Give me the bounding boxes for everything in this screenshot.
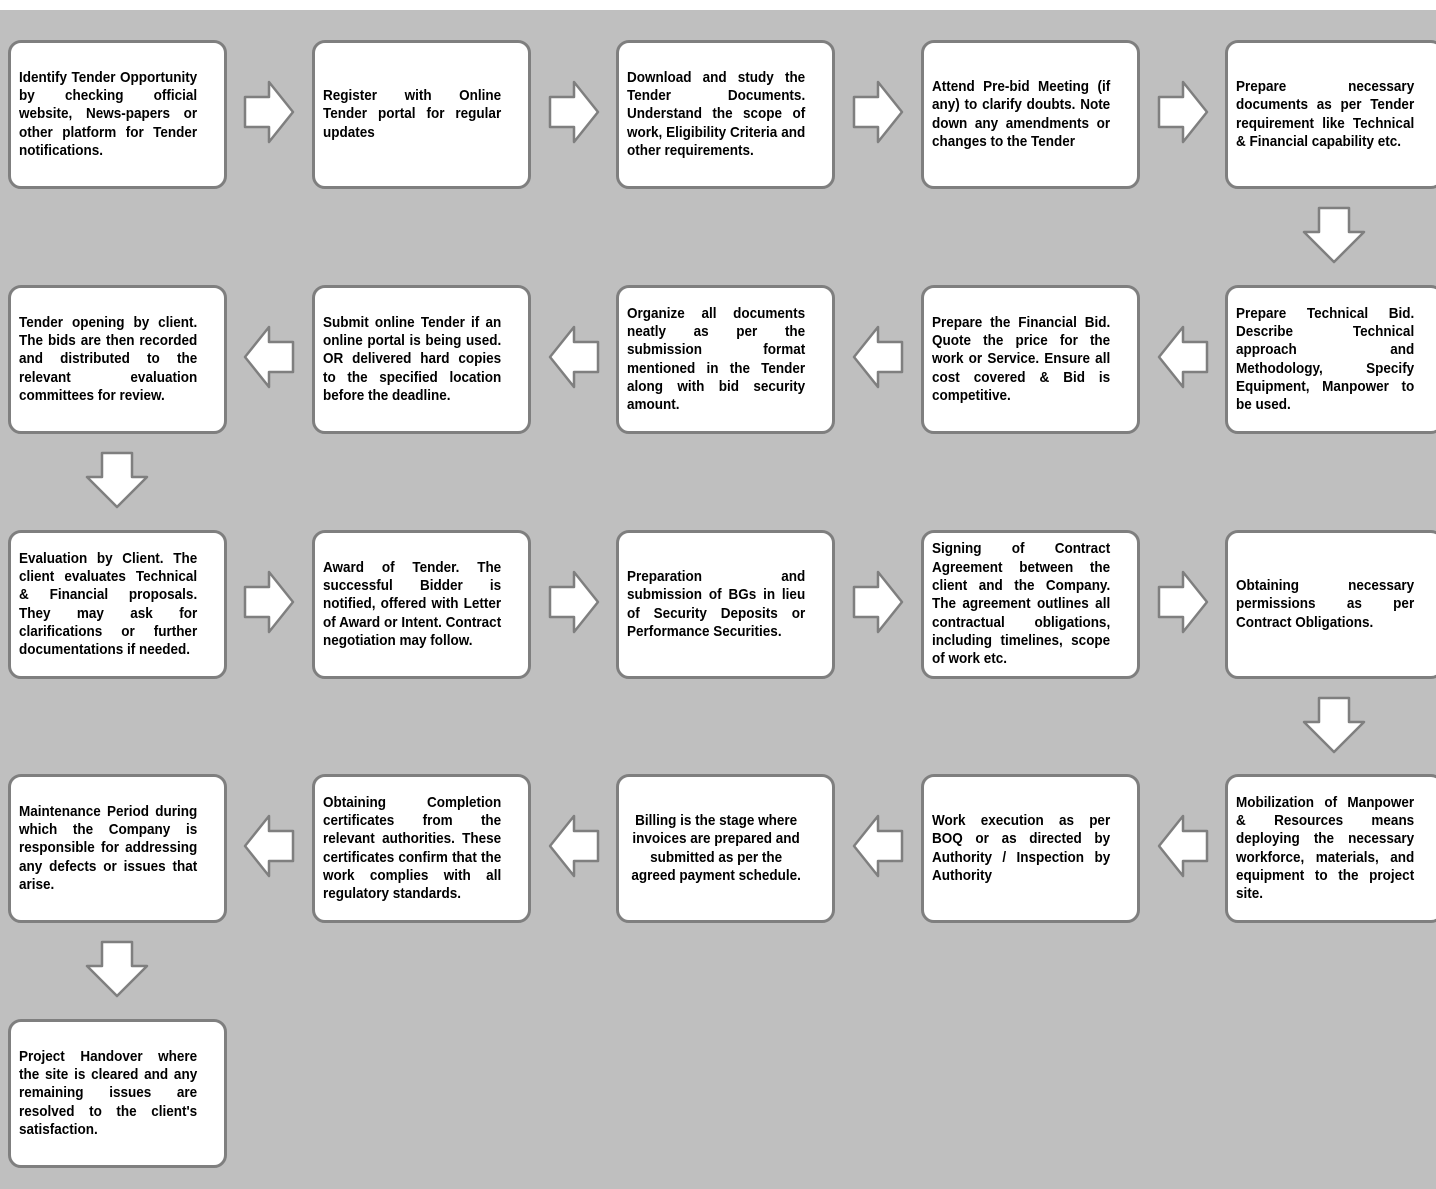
arrow-left-icon <box>243 814 295 878</box>
step-7-text: Prepare the Financial Bid. Quote the price for the work or Service. Ensure all cost covered & Bid is competitive. <box>932 313 1111 404</box>
step-14-text: Signing of Contract Agreement between the client and the Company. The agreement outlines all contractual obligations, including timelines, scope of work etc. <box>932 540 1111 668</box>
step-9-box <box>312 285 531 434</box>
step-6-text: Prepare Technical Bid. Describe Technical approach and Methodology, Specify Equipment, Manpower to be used. <box>1236 304 1415 414</box>
step-10-box <box>8 285 227 434</box>
step-15-text: Obtaining necessary permissions as per Contract Obligations. <box>1236 577 1415 631</box>
step-5-text: Prepare necessary documents as per Tender requirement like Technical & Financial capability etc. <box>1236 77 1415 150</box>
step-2-text: Register with Online Tender portal for regular updates <box>323 87 502 141</box>
arrow-down-icon <box>85 451 149 509</box>
arrow-right-icon <box>852 570 904 634</box>
step-20-text: Maintenance Period during which the Company is responsible for addressing any defects or issues that arise. <box>19 802 198 893</box>
step-10-text: Tender opening by client. The bids are then recorded and distributed to the relevant evaluation committees for review. <box>19 313 198 404</box>
step-8-box <box>616 285 835 434</box>
arrow-left-icon <box>852 325 904 389</box>
step-5-box <box>1225 40 1436 189</box>
step-21-box <box>8 1019 227 1168</box>
step-12-text: Award of Tender. The successful Bidder is notified, offered with Letter of Award or Intent. Contract negotiation may follow. <box>323 558 502 649</box>
step-19-text: Obtaining Completion certificates from the relevant authorities. These certificates confirm that the work complies with all regulatory standards. <box>323 793 502 903</box>
step-12-box <box>312 530 531 679</box>
arrow-down-icon <box>1302 696 1366 754</box>
step-16-text: Mobilization of Manpower & Resources means deploying the necessary workforce, materials, and equipment to the project site. <box>1236 793 1415 903</box>
step-18-box <box>616 774 835 923</box>
arrow-right-icon <box>1157 570 1209 634</box>
step-8-text: Organize all documents neatly as per the submission format mentioned in the Tender along with bid security amount. <box>627 304 806 414</box>
step-7-box <box>921 285 1140 434</box>
arrow-right-icon <box>548 570 600 634</box>
step-13-box <box>616 530 835 679</box>
arrow-right-icon <box>1157 80 1209 144</box>
step-13-text: Preparation and submission of BGs in lieu of Security Deposits or Performance Securities. <box>627 567 806 640</box>
step-6-box <box>1225 285 1436 434</box>
step-4-text: Attend Pre-bid Meeting (if any) to clarify doubts. Note down any amendments or changes to the Tender <box>932 77 1111 150</box>
arrow-left-icon <box>243 325 295 389</box>
arrow-left-icon <box>1157 814 1209 878</box>
step-17-box <box>921 774 1140 923</box>
arrow-right-icon <box>548 80 600 144</box>
arrow-left-icon <box>548 325 600 389</box>
step-2-box <box>312 40 531 189</box>
step-14-box <box>921 530 1140 679</box>
flowchart-canvas <box>0 10 1436 1189</box>
step-21-text: Project Handover where the site is cleared and any remaining issues are resolved to the client's satisfaction. <box>19 1047 198 1138</box>
step-3-box <box>616 40 835 189</box>
arrow-down-icon <box>1302 206 1366 264</box>
step-4-box <box>921 40 1140 189</box>
step-18-text: Billing is the stage where invoices are prepared and submitted as per the agreed payment schedule. <box>631 811 801 884</box>
arrow-left-icon <box>548 814 600 878</box>
step-20-box <box>8 774 227 923</box>
step-11-text: Evaluation by Client. The client evaluates Technical & Financial proposals. They may ask for clarifications or further documentations if needed. <box>19 549 198 659</box>
arrow-right-icon <box>852 80 904 144</box>
step-15-box <box>1225 530 1436 679</box>
arrow-right-icon <box>243 570 295 634</box>
arrow-right-icon <box>243 80 295 144</box>
step-1-box <box>8 40 227 189</box>
step-17-text: Work execution as per BOQ or as directed by Authority / Inspection by Authority <box>932 811 1111 884</box>
step-9-text: Submit online Tender if an online portal is being used. OR delivered hard copies to the specified location before the deadline. <box>323 313 502 404</box>
step-3-text: Download and study the Tender Documents. Understand the scope of work, Eligibility Criteria and other requirements. <box>627 68 806 159</box>
arrow-down-icon <box>85 940 149 998</box>
step-11-box <box>8 530 227 679</box>
arrow-left-icon <box>852 814 904 878</box>
step-16-box <box>1225 774 1436 923</box>
step-19-box <box>312 774 531 923</box>
step-1-text: Identify Tender Opportunity by checking official website, News-papers or other platform for Tender notifications. <box>19 68 198 159</box>
arrow-left-icon <box>1157 325 1209 389</box>
